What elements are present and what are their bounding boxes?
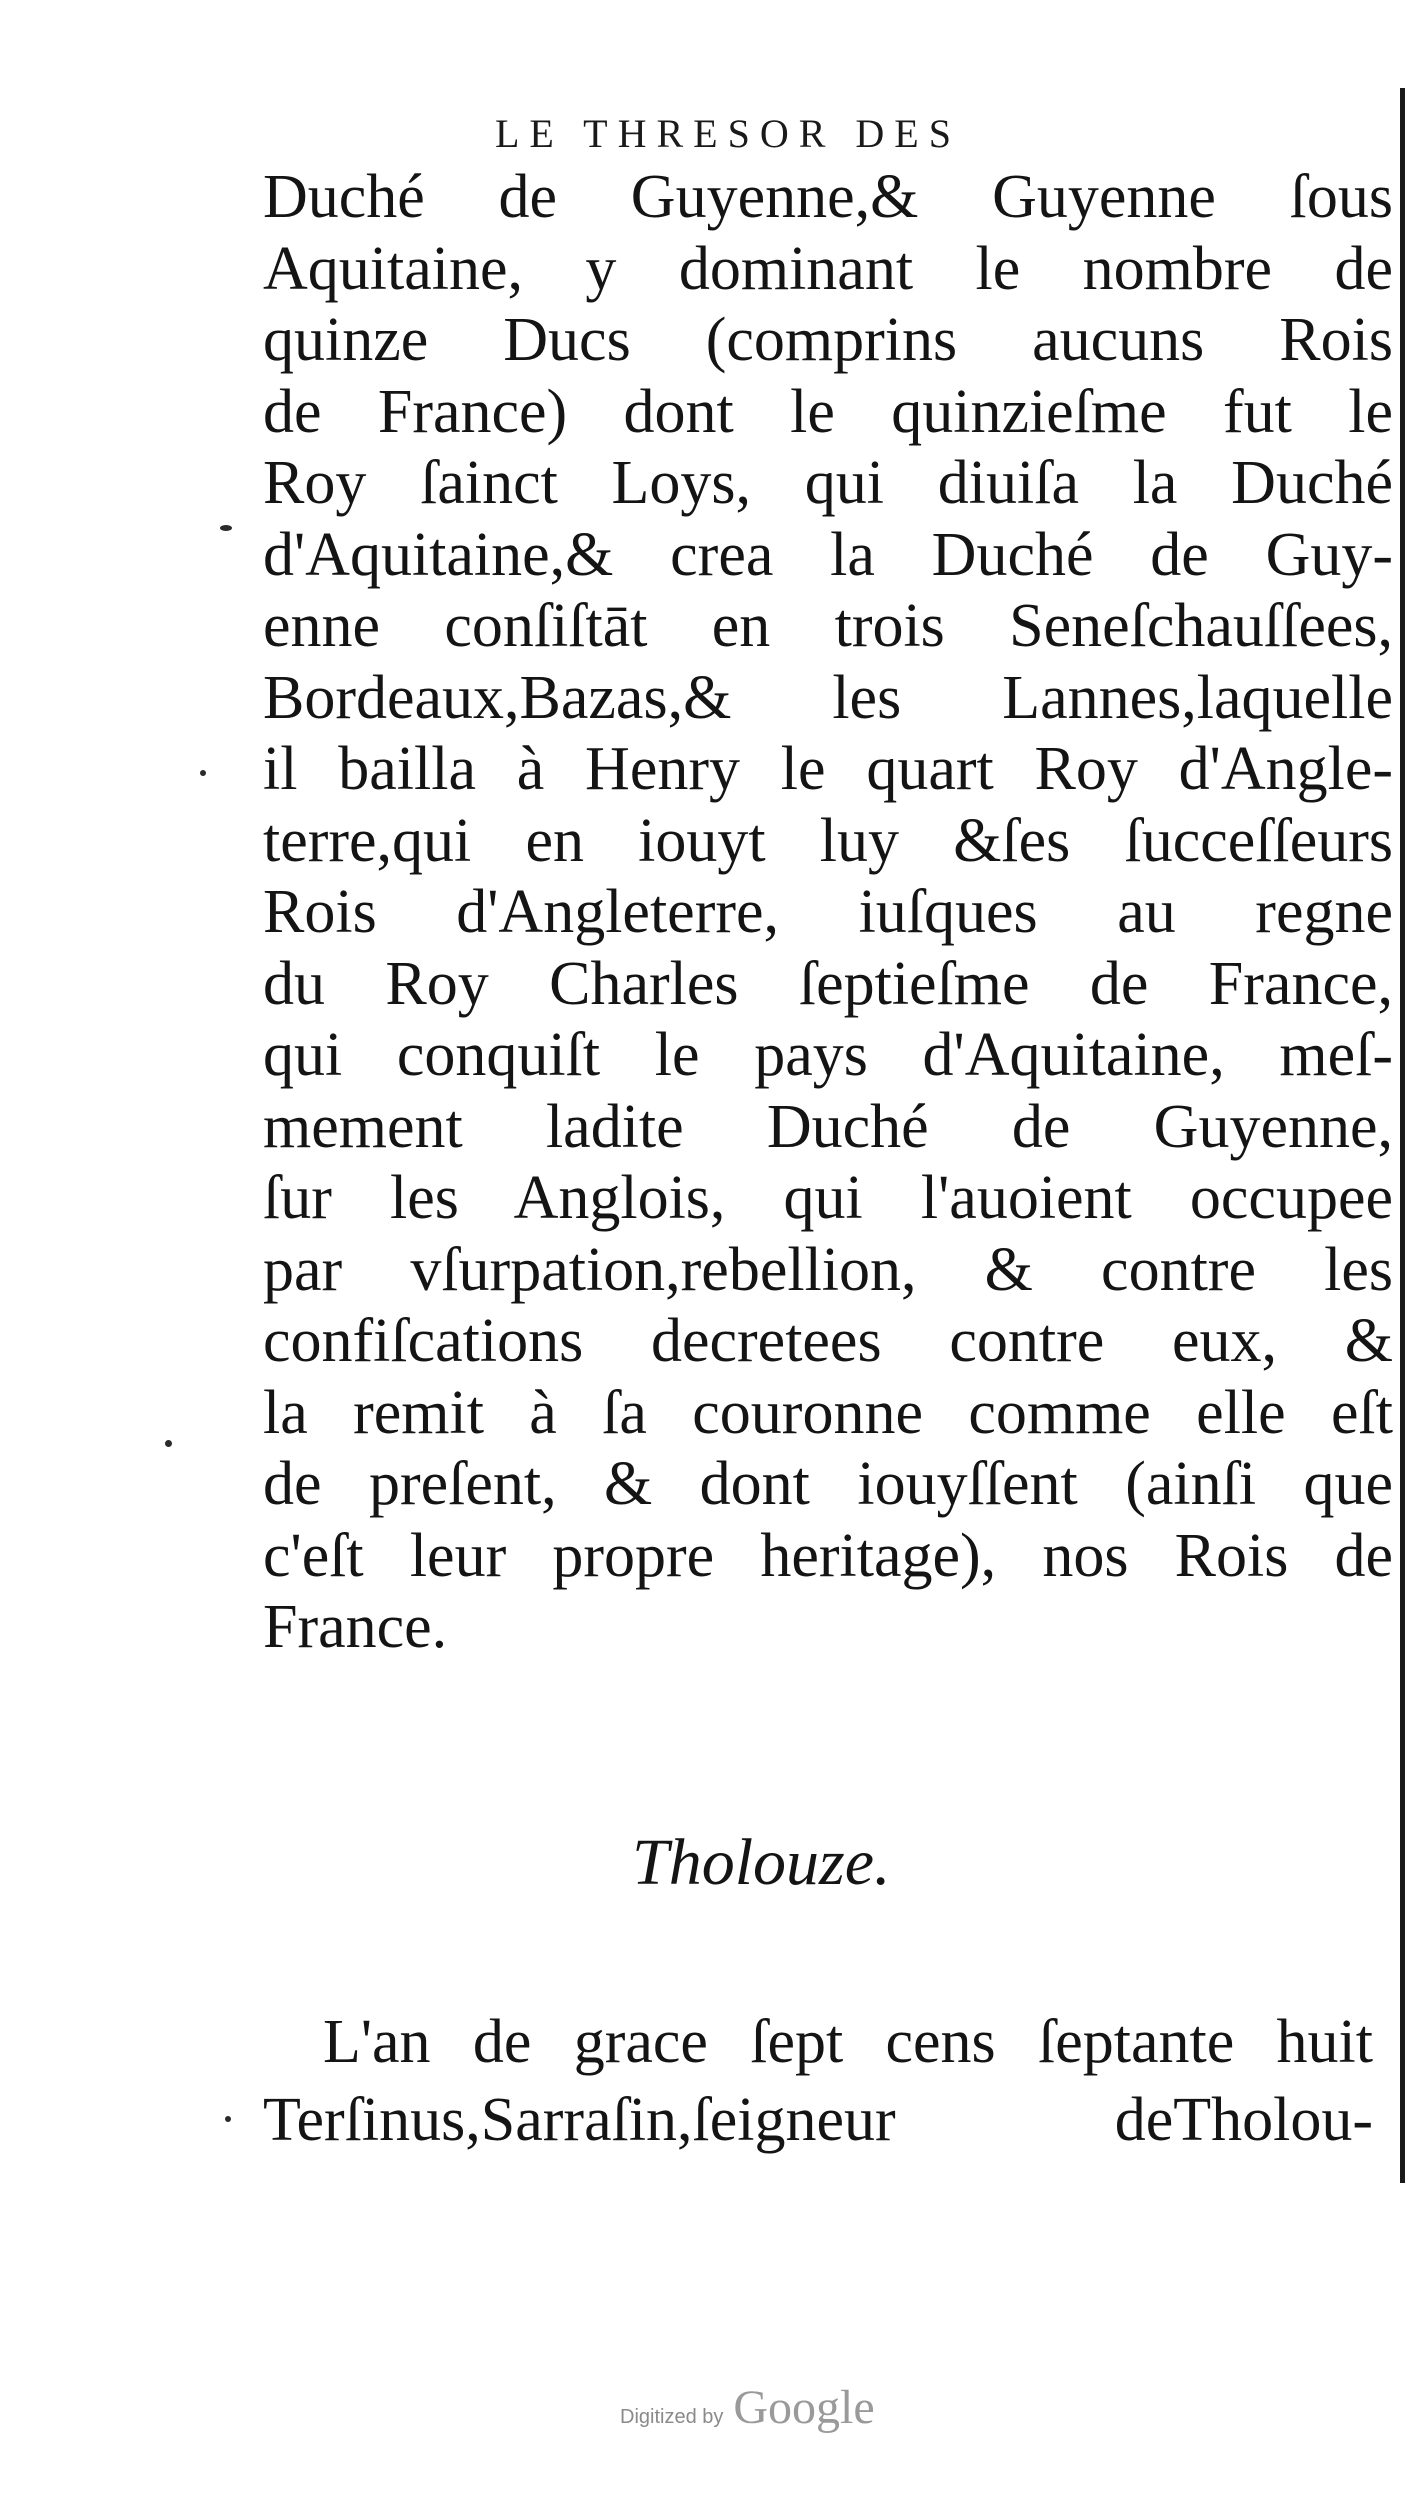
running-head: LE THRESOR DES <box>495 111 961 156</box>
page-edge-shadow <box>1400 88 1405 2183</box>
scan-speck <box>220 525 232 531</box>
text-line: de France) dont le quinzieſme fut le <box>263 377 1393 446</box>
text-line: qui conquiſt le pays d'Aquitaine, meſ- <box>263 1021 1393 1089</box>
digitization-watermark <box>620 2380 875 2435</box>
text-line: Aquitaine, y dominant le nombre de <box>263 234 1393 303</box>
scan-speck <box>165 1440 172 1447</box>
text-line: ſur les Anglois, qui l'auoient occupee <box>263 1164 1393 1232</box>
section-heading: Tholouze. <box>632 1826 891 1899</box>
text-line: par vſurpation,rebellion, & contre les <box>263 1235 1393 1304</box>
text-line: Duché de Guyenne,& Guyenne ſous <box>263 163 1393 231</box>
text-line: France. <box>263 1593 448 1661</box>
watermark-prefix: Digitized by <box>620 2406 724 2428</box>
scan-speck <box>200 770 206 776</box>
text-line: Rois d'Angleterre, iuſques au regne <box>263 878 1393 946</box>
text-line: Roy ſainct Loys, qui diuiſa la Duché <box>263 449 1393 517</box>
second-paragraph <box>263 2003 1373 2159</box>
text-line: L'an de grace ſept cens ſeptante huit <box>323 2008 1373 2076</box>
text-line: de preſent, & dont iouyſſent (ainſi que <box>263 1450 1393 1518</box>
main-paragraph <box>263 162 1393 1664</box>
text-line: c'eſt leur propre heritage), nos Rois de <box>263 1521 1393 1590</box>
text-line: enne conſiſtāt en trois Seneſchauſſees, <box>263 592 1393 660</box>
text-line: Terſinus,Sarraſin,ſeigneur deTholou- <box>263 2086 1373 2154</box>
text-line: la remit à ſa couronne comme elle eſt <box>263 1378 1393 1447</box>
text-line: quinze Ducs (comprins aucuns Rois <box>263 306 1393 374</box>
scan-speck <box>225 2116 231 2122</box>
text-line: mement ladite Duché de Guyenne, <box>263 1092 1393 1161</box>
text-line: terre,qui en iouyt luy &ſes ſucceſſeurs <box>263 806 1393 875</box>
text-line: Bordeaux,Bazas,& les Lannes,laquelle <box>263 663 1393 732</box>
text-line: il bailla à Henry le quart Roy d'Angle- <box>263 735 1393 803</box>
text-line: confiſcations decretees contre eux, & <box>263 1307 1393 1375</box>
text-line: du Roy Charles ſeptieſme de France, <box>263 949 1393 1018</box>
google-logo: Google <box>733 2381 875 2434</box>
text-line: d'Aquitaine,& crea la Duché de Guy- <box>263 520 1393 589</box>
